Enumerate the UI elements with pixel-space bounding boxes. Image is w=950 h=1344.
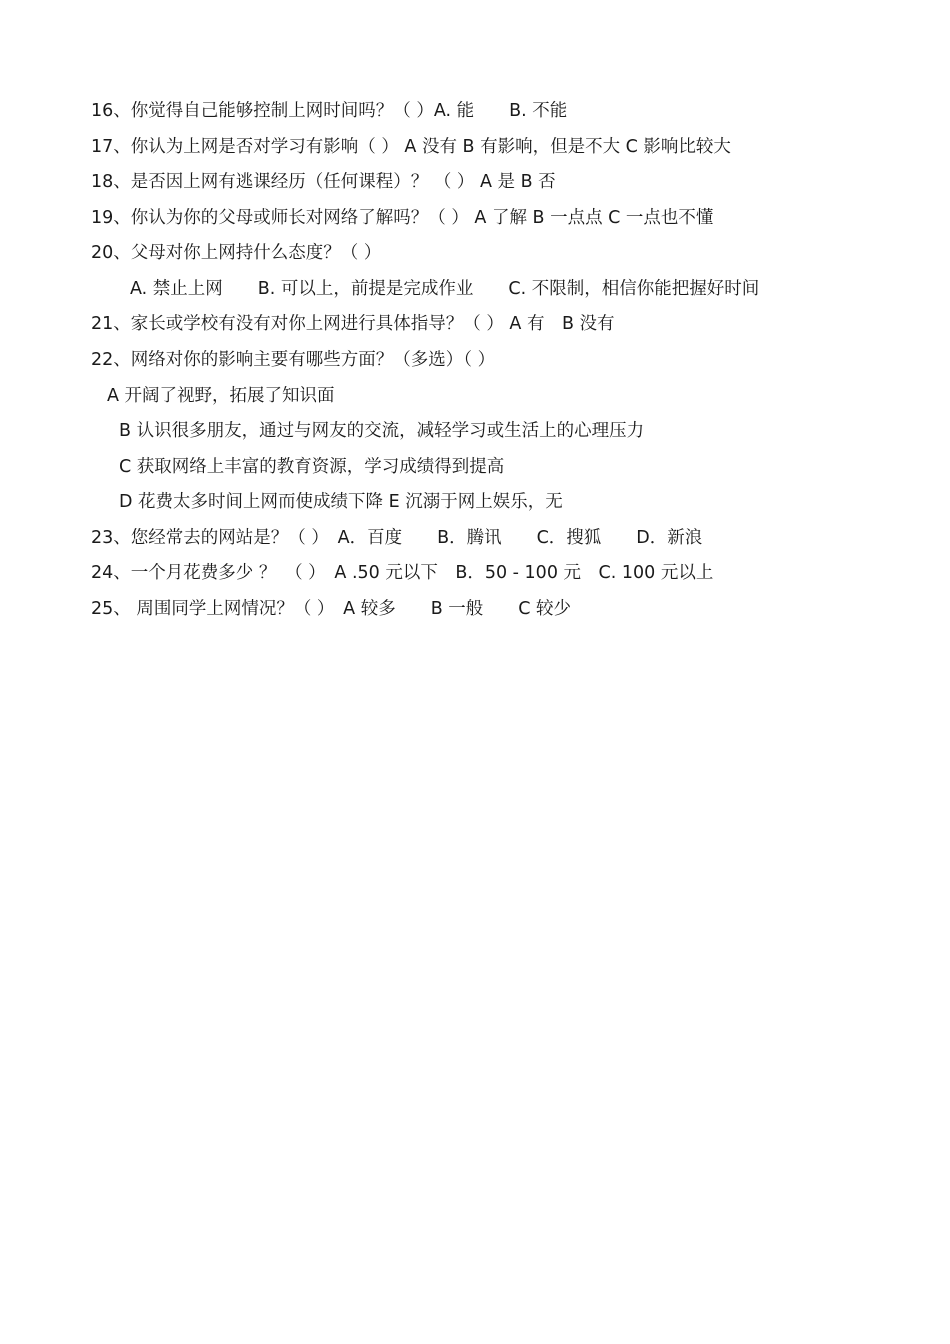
question-number: 22、 — [91, 350, 131, 370]
question-24 — [91, 561, 713, 585]
question-text: 一个月花费多少 ？ （ ） A .50 元以下 B．50 - 100 元 C. 100 元以上 — [130, 563, 714, 583]
question-20 — [91, 241, 381, 265]
question-22-option-c — [119, 455, 504, 479]
question-number: 18、 — [91, 172, 131, 192]
question-17 — [91, 135, 731, 159]
question-21 — [91, 312, 615, 336]
option-text: A. 禁止上网 B. 可以上，前提是完成作业 C. 不限制，相信你能把握好时间 — [130, 279, 760, 299]
question-text: 您经常去的网站是？（ ） A．百度 B．腾讯 C．搜狐 D．新浪 — [130, 528, 703, 548]
question-text: 网络对你的影响主要有哪些方面？（多选）（ ） — [130, 350, 496, 370]
question-text: 你认为你的父母或师长对网络了解吗？（ ） A 了解 B 一点点 C 一点也不懂 — [130, 208, 714, 228]
question-25 — [91, 597, 571, 621]
question-text: 是否因上网有逃课经历（任何课程）？ （ ） A 是 B 否 — [130, 172, 556, 192]
question-16 — [91, 99, 567, 123]
question-number: 24、 — [91, 563, 131, 583]
option-text: B 认识很多朋友，通过与网友的交流，减轻学习或生活上的心理压力 — [119, 421, 645, 441]
option-text: C 获取网络上丰富的教育资源，学习成绩得到提高 — [119, 457, 505, 477]
question-22-option-a — [107, 384, 335, 408]
question-number: 23、 — [91, 528, 131, 548]
question-text: 家长或学校有没有对你上网进行具体指导？（ ） A 有 B 没有 — [130, 314, 615, 334]
question-number: 21、 — [91, 314, 131, 334]
question-text: 父母对你上网持什么态度？（ ） — [130, 243, 382, 263]
question-18 — [91, 170, 556, 194]
question-22-option-b — [119, 419, 644, 443]
question-22 — [91, 348, 495, 372]
option-text: A 开阔了视野，拓展了知识面 — [107, 386, 335, 406]
question-number: 25、 — [91, 599, 131, 619]
question-23 — [91, 526, 702, 550]
question-number: 17、 — [91, 137, 131, 157]
question-text: 周围同学上网情况？（ ） A 较多 B 一般 C 较少 — [130, 599, 572, 619]
question-22-option-d-e — [119, 490, 563, 514]
question-number: 19、 — [91, 208, 131, 228]
question-number: 20、 — [91, 243, 131, 263]
question-text: 你认为上网是否对学习有影响（ ） A 没有 B 有影响，但是不大 C 影响比较大 — [130, 137, 731, 157]
question-text: 你觉得自己能够控制上网时间吗？（ ）A. 能 B. 不能 — [130, 101, 568, 121]
question-20-options — [130, 277, 759, 301]
question-number: 16、 — [91, 101, 131, 121]
option-text: D 花费太多时间上网而使成绩下降 E 沉溺于网上娱乐，无 — [119, 492, 563, 512]
question-19 — [91, 206, 713, 230]
